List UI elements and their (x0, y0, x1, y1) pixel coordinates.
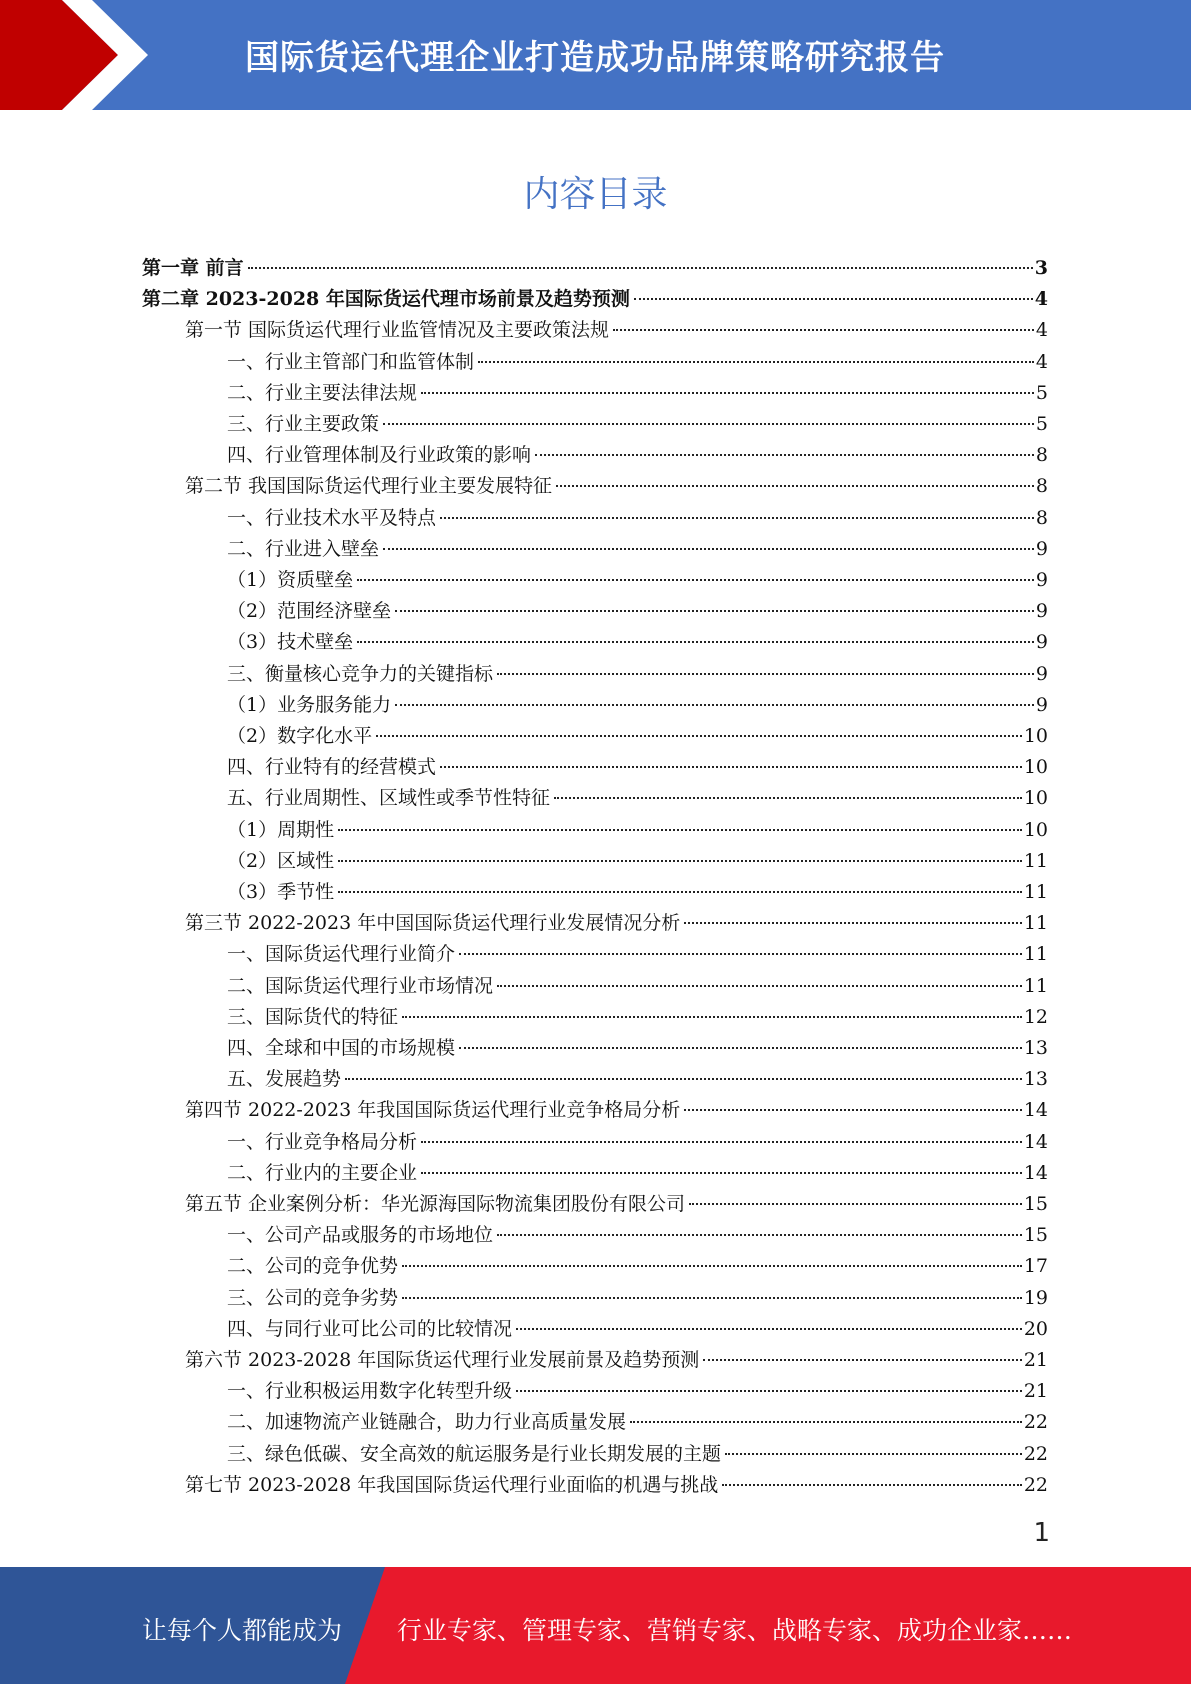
toc-dot-leader (613, 329, 1034, 331)
toc-dot-leader (395, 704, 1034, 706)
toc-entry-page: 15 (1023, 1224, 1048, 1246)
toc-entry-title: 五、行业周期性、区域性或季节性特征 (227, 787, 551, 809)
toc-entry-page: 11 (1023, 912, 1048, 934)
footer-banner (0, 1567, 1191, 1684)
header-banner (0, 0, 1191, 110)
page-number: 1 (1033, 1518, 1050, 1548)
toc-entry[interactable] (185, 1345, 1048, 1376)
toc-entry[interactable] (227, 534, 1048, 565)
toc-dot-leader (248, 267, 1033, 269)
toc-entry-title: 第五节 企业案例分析：华光源海国际物流集团股份有限公司 (185, 1193, 686, 1215)
toc-dot-leader (421, 392, 1034, 394)
toc-entry-title: 第六节 2023-2028 年国际货运代理行业发展前景及趋势预测 (185, 1349, 700, 1371)
toc-entry-page: 8 (1035, 444, 1048, 466)
toc-entry[interactable] (185, 315, 1048, 346)
toc-dot-leader (725, 1453, 1022, 1455)
toc-dot-leader (703, 1359, 1022, 1361)
header-arrow-graphic (0, 0, 160, 110)
toc-dot-leader (459, 1047, 1022, 1049)
toc-entry-title: （1）业务服务能力 (227, 694, 392, 716)
toc-entry-page: 4 (1034, 288, 1048, 310)
toc-dot-leader (440, 517, 1034, 519)
toc-entry[interactable] (227, 565, 1048, 596)
toc-entry-page: 21 (1023, 1349, 1048, 1371)
toc-entry[interactable] (227, 347, 1048, 378)
toc-entry[interactable] (227, 752, 1048, 783)
toc-entry-page: 4 (1035, 351, 1048, 373)
toc-dot-leader (459, 953, 1022, 955)
toc-entry-title: 第一章 前言 (142, 257, 244, 279)
toc-entry-page: 11 (1023, 943, 1048, 965)
toc-entry-page: 14 (1023, 1131, 1048, 1153)
toc-entry-page: 20 (1023, 1318, 1048, 1340)
toc-entry-title: 第七节 2023-2028 年我国国际货运代理行业面临的机遇与挑战 (185, 1474, 719, 1496)
toc-entry[interactable] (227, 1220, 1048, 1251)
toc-dot-leader (516, 1390, 1022, 1392)
toc-entry[interactable] (185, 1095, 1048, 1126)
toc-entry[interactable] (185, 1470, 1048, 1501)
toc-dot-leader (516, 1328, 1022, 1330)
toc-entry-page: 3 (1034, 257, 1048, 279)
toc-dot-leader (338, 891, 1022, 893)
toc-entry-page: 14 (1023, 1162, 1048, 1184)
toc-entry-page: 9 (1035, 569, 1048, 591)
toc-entry-page: 5 (1035, 413, 1048, 435)
toc-entry[interactable] (227, 1127, 1048, 1158)
toc-entry[interactable] (227, 1376, 1048, 1407)
footer-slogan-left: 让每个人都能成为 (142, 1616, 343, 1645)
toc-dot-leader (478, 361, 1034, 363)
toc-entry[interactable] (227, 1283, 1048, 1314)
toc-dot-leader (497, 673, 1034, 675)
toc-dot-leader (402, 1265, 1022, 1267)
toc-dot-leader (357, 641, 1034, 643)
toc-entry-page: 10 (1023, 787, 1048, 809)
toc-entry[interactable] (227, 721, 1048, 752)
toc-entry[interactable] (227, 1407, 1048, 1438)
toc-entry-page: 13 (1023, 1037, 1048, 1059)
toc-entry-page: 11 (1023, 850, 1048, 872)
toc-entry-title: 二、公司的竞争优势 (227, 1255, 399, 1277)
toc-entry[interactable] (227, 1439, 1048, 1470)
toc-entry[interactable] (227, 440, 1048, 471)
toc-entry-title: 二、加速物流产业链融合，助力行业高质量发展 (227, 1411, 627, 1433)
toc-dot-leader (376, 735, 1022, 737)
toc-entry-title: 一、行业主管部门和监管体制 (227, 351, 475, 373)
toc-entry[interactable] (185, 471, 1048, 502)
toc-entry-page: 8 (1035, 507, 1048, 529)
toc-dot-leader (634, 298, 1033, 300)
toc-entry[interactable] (227, 1002, 1048, 1033)
toc-entry-title: （1）周期性 (227, 819, 335, 841)
toc-entry-title: 三、绿色低碳、安全高效的航运服务是行业长期发展的主题 (227, 1443, 722, 1465)
toc-entry-page: 10 (1023, 819, 1048, 841)
toc-entry[interactable] (227, 815, 1048, 846)
toc-entry-title: 三、行业主要政策 (227, 413, 380, 435)
toc-heading: 内容目录 (523, 174, 668, 215)
toc-dot-leader (421, 1141, 1022, 1143)
toc-dot-leader (684, 922, 1022, 924)
toc-entry-title: 三、衡量核心竞争力的关键指标 (227, 663, 494, 685)
toc-entry-page: 5 (1035, 382, 1048, 404)
toc-dot-leader (383, 423, 1034, 425)
toc-entry[interactable] (227, 971, 1048, 1002)
toc-entry-title: 五、发展趋势 (227, 1068, 342, 1090)
toc-dot-leader (421, 1172, 1022, 1174)
toc-entry[interactable] (227, 378, 1048, 409)
toc-dot-leader (402, 1297, 1022, 1299)
toc-entry-page: 11 (1023, 975, 1048, 997)
toc-entry-title: （2）数字化水平 (227, 725, 373, 747)
toc-entry[interactable] (227, 690, 1048, 721)
toc-entry-title: 二、行业内的主要企业 (227, 1162, 418, 1184)
toc-entry-page: 15 (1023, 1193, 1048, 1215)
toc-dot-leader (440, 766, 1022, 768)
toc-dot-leader (497, 1234, 1022, 1236)
toc-entry[interactable] (185, 908, 1048, 939)
toc-entry-title: 四、行业特有的经营模式 (227, 756, 437, 778)
toc-entry-title: 第四节 2022-2023 年我国国际货运代理行业竞争格局分析 (185, 1099, 681, 1121)
toc-entry-title: （3）技术壁垒 (227, 631, 354, 653)
toc-entry-page: 21 (1023, 1380, 1048, 1402)
toc-dot-leader (497, 985, 1022, 987)
toc-entry-title: 四、全球和中国的市场规模 (227, 1037, 456, 1059)
toc-entry-page: 4 (1035, 319, 1048, 341)
toc-entry-page: 11 (1023, 881, 1048, 903)
toc-entry-title: 一、行业竞争格局分析 (227, 1131, 418, 1153)
toc-dot-leader (684, 1109, 1022, 1111)
toc-entry-title: 三、国际货代的特征 (227, 1006, 399, 1028)
toc-entry-title: 二、行业主要法律法规 (227, 382, 418, 404)
toc-entry[interactable] (142, 253, 1048, 284)
toc-entry-page: 10 (1023, 725, 1048, 747)
toc-entry-page: 22 (1023, 1443, 1048, 1465)
toc-entry[interactable] (227, 939, 1048, 970)
toc-dot-leader (535, 454, 1034, 456)
toc-entry-page: 19 (1023, 1287, 1048, 1309)
toc-dot-leader (395, 610, 1034, 612)
toc-entry[interactable] (227, 1033, 1048, 1064)
footer-slogan-right: 行业专家、管理专家、营销专家、战略专家、成功企业家…… (397, 1616, 1073, 1645)
toc-entry[interactable] (227, 503, 1048, 534)
toc-entry[interactable] (142, 284, 1048, 315)
toc-entry-page: 9 (1035, 538, 1048, 560)
toc-dot-leader (630, 1421, 1022, 1423)
toc-entry[interactable] (227, 783, 1048, 814)
toc-entry[interactable] (227, 1314, 1048, 1345)
toc-entry-title: （3）季节性 (227, 881, 335, 903)
toc-dot-leader (689, 1203, 1022, 1205)
toc-dot-leader (402, 1016, 1022, 1018)
toc-entry-title: 第二节 我国国际货运代理行业主要发展特征 (185, 475, 553, 497)
toc-entry[interactable] (227, 596, 1048, 627)
toc-entry-title: 第三节 2022-2023 年中国国际货运代理行业发展情况分析 (185, 912, 681, 934)
toc-entry-page: 22 (1023, 1474, 1048, 1496)
toc-entry-title: 第二章 2023-2028 年国际货运代理市场前景及趋势预测 (142, 288, 630, 310)
toc-entry-title: 三、公司的竞争劣势 (227, 1287, 399, 1309)
toc-entry-title: （2）范围经济壁垒 (227, 600, 392, 622)
toc-entry-title: 一、公司产品或服务的市场地位 (227, 1224, 494, 1246)
toc-entry-page: 9 (1035, 663, 1048, 685)
toc-entry-title: 一、行业积极运用数字化转型升级 (227, 1380, 513, 1402)
toc-entry-page: 22 (1023, 1411, 1048, 1433)
toc-entry-title: 二、行业进入壁垒 (227, 538, 380, 560)
toc-entry[interactable] (227, 877, 1048, 908)
toc-dot-leader (357, 579, 1034, 581)
toc-entry[interactable] (227, 846, 1048, 877)
toc-entry[interactable] (227, 1251, 1048, 1282)
toc-entry[interactable] (227, 1064, 1048, 1095)
toc-entry-page: 17 (1023, 1255, 1048, 1277)
toc-dot-leader (338, 860, 1022, 862)
toc-entry[interactable] (227, 409, 1048, 440)
toc-dot-leader (556, 485, 1034, 487)
toc-entry-page: 13 (1023, 1068, 1048, 1090)
toc-entry-title: 四、行业管理体制及行业政策的影响 (227, 444, 532, 466)
toc-entry-page: 14 (1023, 1099, 1048, 1121)
toc-entry[interactable] (185, 1189, 1048, 1220)
toc-entry-page: 12 (1023, 1006, 1048, 1028)
toc-entry[interactable] (227, 1158, 1048, 1189)
toc-entry[interactable] (227, 627, 1048, 658)
toc-dot-leader (554, 797, 1022, 799)
toc-entry-page: 9 (1035, 600, 1048, 622)
toc-entry-title: 一、国际货运代理行业简介 (227, 943, 456, 965)
toc-entry-page: 9 (1035, 631, 1048, 653)
toc-entry[interactable] (227, 659, 1048, 690)
toc-entry-title: 二、国际货运代理行业市场情况 (227, 975, 494, 997)
toc-entry-title: （2）区域性 (227, 850, 335, 872)
toc-entry-page: 9 (1035, 694, 1048, 716)
toc-entry-title: （1）资质壁垒 (227, 569, 354, 591)
toc-dot-leader (345, 1078, 1022, 1080)
toc-entry-title: 第一节 国际货运代理行业监管情况及主要政策法规 (185, 319, 610, 341)
toc-dot-leader (338, 829, 1022, 831)
toc-entry-title: 一、行业技术水平及特点 (227, 507, 437, 529)
toc-dot-leader (722, 1484, 1022, 1486)
toc-dot-leader (383, 548, 1034, 550)
toc-entry-title: 四、与同行业可比公司的比较情况 (227, 1318, 513, 1340)
toc-entry-page: 8 (1035, 475, 1048, 497)
report-title: 国际货运代理企业打造成功品牌策略研究报告 (245, 38, 945, 78)
toc-entry-page: 10 (1023, 756, 1048, 778)
